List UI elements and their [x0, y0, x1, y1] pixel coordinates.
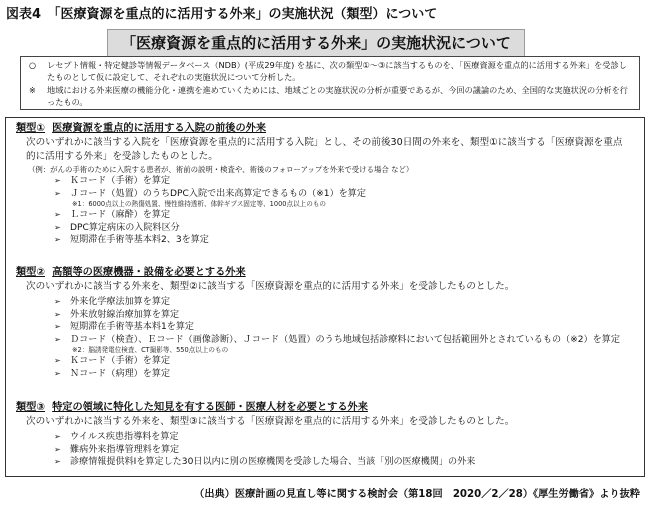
list-item [54, 188, 644, 201]
note-item [29, 59, 633, 84]
banner-title: 「医療資源を重点的に活用する外来」の実施状況について [107, 29, 525, 57]
type1-description: 次のいずれかに該当する入院を「医療資源を重点的に活用する入院」とし、その前後30日間の外来を、類型①に該当する「医療資源を重点的に活用する外来」を受診したものとした。 [26, 137, 623, 162]
list-item-text: Ｊコード（処置）のうちDPC入院で出来高算定できるもの（※1）を算定 [70, 188, 366, 199]
note-item [29, 84, 633, 109]
list-item-text: ウイルス疾患指導料を算定 [70, 432, 179, 442]
type2-section [6, 266, 644, 381]
type3-heading [16, 401, 644, 415]
list-item-text: 診療情報提供料Ⅰを算定した30日以内に別の医療機関を受診した場合、当該「別の医療機関」の外来 [70, 457, 476, 468]
arrow-bullet-icon: ➢ [54, 297, 61, 306]
arrow-bullet-icon: ➢ [54, 222, 61, 232]
list-item-text: 難病外来指導管理料を算定 [70, 444, 180, 455]
note-text: レセプト情報・特定健診等情報データベース（NDB）(平成29年度) を基に、次の類型①～③に該当するものを、「医療資源を重点的に活用する外来」を受診したものとして仮に設定して、それぞれの実施状況について分析した。 [47, 60, 627, 83]
type1-prefix: 類型① [16, 123, 46, 134]
list-item [54, 296, 644, 309]
list-item [54, 431, 644, 444]
list-item [54, 175, 644, 188]
arrow-bullet-icon: ➢ [54, 176, 61, 185]
list-item-text: 短期滞在手術等基本料2、3を算定 [70, 235, 209, 246]
type1-list-cont [54, 209, 644, 247]
list-item [54, 334, 644, 347]
arrow-bullet-icon: ➢ [54, 334, 61, 344]
types-box [5, 117, 645, 477]
arrow-bullet-icon: ➢ [54, 368, 61, 378]
type2-prefix: 類型② [16, 267, 46, 278]
arrow-bullet-icon: ➢ [54, 356, 61, 366]
figure-title: 図表4 「医療資源を重点的に活用する外来」の実施状況（類型）について [6, 7, 438, 22]
notes-box [20, 56, 640, 110]
type2-title: 高額等の医療機器・設備を必要とする外来 [52, 267, 246, 278]
note-mark: ※ [29, 84, 36, 95]
type3-list [54, 431, 644, 469]
arrow-bullet-icon: ➢ [54, 309, 61, 319]
type1-footnote: ※1：6000点以上の熱傷処置、慢性維持透析、体幹ギプス固定等、1000点以上のもの [72, 200, 327, 209]
list-item-text: Ｄコード（検査）、Ｅコード（画像診断）、Ｊコード（処置）のうち地域包括診療料において包括範囲外とされているもの（※2）を算定 [70, 334, 620, 345]
list-item [54, 456, 644, 469]
list-item-text: Ｋコード（手術）を算定 [70, 176, 171, 186]
list-item-text: 外来化学療法加算を算定 [70, 297, 171, 307]
type2-list-cont [54, 355, 644, 380]
type3-section [6, 401, 644, 469]
arrow-bullet-icon: ➢ [54, 432, 61, 441]
list-item [54, 309, 644, 322]
type1-title: 医療資源を重点的に活用する入院の前後の外来 [52, 123, 267, 134]
list-item-text: DPC算定病床の入院料区分 [70, 222, 180, 233]
list-item-text: 短期滞在手術等基本料1を算定 [70, 322, 195, 333]
type2-footnote: ※2：脳誘発電位検査、CT撮影等、550点以上のもの [72, 346, 229, 355]
arrow-bullet-icon: ➢ [54, 457, 61, 467]
type2-description: 次のいずれかに該当する外来を、類型②に該当する「医療資源を重点的に活用する外来」を受診したものとした。 [26, 281, 515, 292]
type3-title: 特定の領域に特化した知見を有する医師・医療人材を必要とする外来 [52, 402, 368, 413]
type2-heading [16, 266, 644, 280]
type1-example: （例：がんの手術のために入院する患者が、術前の説明・検査や、術後のフォローアップを外来で受ける場合 など） [28, 165, 414, 174]
arrow-bullet-icon: ➢ [54, 235, 61, 245]
list-item [54, 209, 644, 222]
type3-prefix: 類型③ [16, 402, 46, 413]
type3-description: 次のいずれかに該当する外来を、類型③に該当する「医療資源を重点的に活用する外来」を受診したものとした。 [26, 416, 515, 427]
arrow-bullet-icon: ➢ [54, 322, 61, 332]
list-item-text: Ｋコード（手術）を算定 [70, 356, 171, 367]
arrow-bullet-icon: ➢ [54, 210, 61, 220]
list-item [54, 444, 644, 457]
note-text: 地域における外来医療の機能分化・連携を進めていくためには、地域ごとの実施状況の分析が重要であるが、今回の議論のため、全国的な実施状況の分析を行ったもの。 [47, 84, 628, 108]
list-item [54, 368, 644, 381]
type2-list [54, 296, 644, 346]
source-credit: （出典）医療計画の見直し等に関する検討会（第18回 2020／2／28）《厚生労働省》より抜粋 [194, 489, 640, 500]
list-item [54, 222, 644, 235]
list-item [54, 355, 644, 368]
list-item-text: Ｎコード（病理）を算定 [70, 368, 171, 379]
type1-heading [16, 122, 644, 136]
list-item [54, 321, 644, 334]
arrow-bullet-icon: ➢ [54, 188, 61, 198]
list-item [54, 234, 644, 247]
arrow-bullet-icon: ➢ [54, 444, 61, 454]
type1-list [54, 175, 644, 200]
list-item-text: Ｌコード（麻酔）を算定 [70, 210, 171, 221]
list-item-text: 外来放射線治療加算を算定 [70, 309, 180, 320]
type1-section [6, 122, 644, 247]
note-mark: ○ [29, 60, 37, 70]
